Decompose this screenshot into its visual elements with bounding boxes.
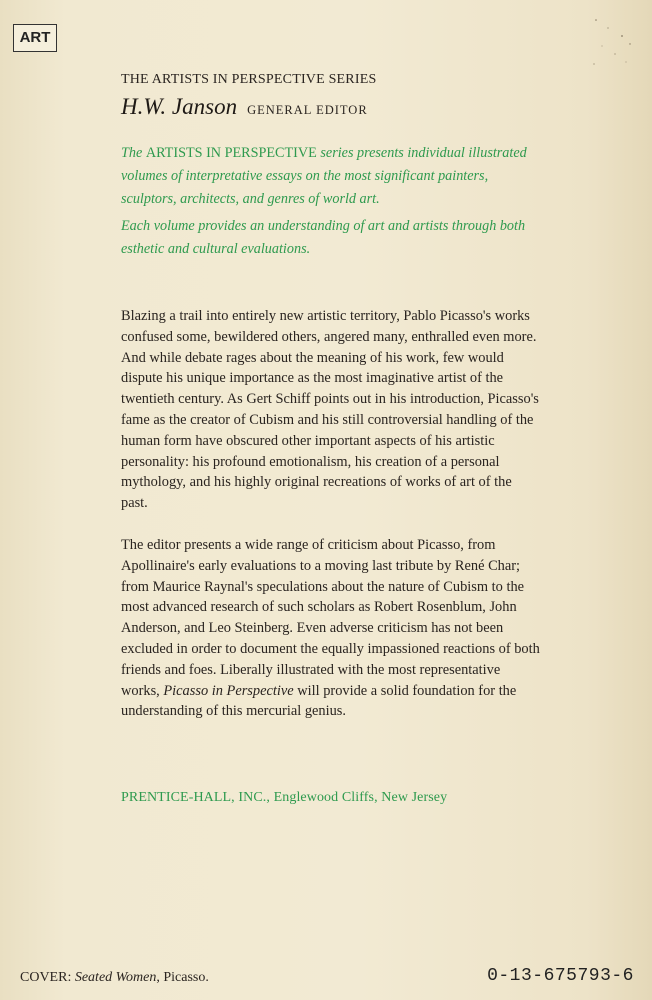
editor-role: GENERAL EDITOR [247,103,368,117]
isbn-number: 0-13-675793-6 [487,966,634,986]
series-name-inline: ARTISTS IN PERSPECTIVE [145,145,317,161]
blurb-paragraph-1: Blazing a trail into entirely new artistic territory, Pablo Picasso's works confused some, bewildered others, angered many, enthralled even more. And while debate rages about the meaning of his work, few would dispute his unique importance as the most imaginative artist of the twentieth century. As Gert Schiff points out in his introduction, Picasso's fame as the creator of Cubism and his still controversial handling of the human form have obscured other important aspects of his artistic personality: his profound emotionalism, his creation of a personal mythology, and his highly original recreations of works of art of the past. [121,308,539,512]
blurb-paragraph-2-rest: will provide a solid foundation for the understanding of this mercurial genius. [121,682,517,720]
publisher-line: PRENTICE-HALL, INC., Englewood Cliffs, New Jersey [121,790,448,805]
series-description-rest: series presents individual illustrated volumes of interpretative essays on the most significant painters, sculptors, architects, and genres of world art. [121,145,527,207]
paper-specks-decoration [588,14,638,74]
cover-credit-label: COVER: [20,970,75,985]
series-description-paragraph-1 [121,142,541,211]
cover-artwork-artist: , Picasso. [156,970,209,985]
editor-line [121,94,368,120]
cover-artwork-title: Seated Women [74,970,157,985]
editor-name: H.W. Janson [121,94,238,119]
series-title: THE ARTISTS IN PERSPECTIVE SERIES [121,72,377,87]
book-blurb [121,306,541,743]
blurb-paragraph-2 [121,535,541,722]
series-description-lead: The [121,145,146,161]
book-title-inline: Picasso in Perspective [163,682,294,699]
series-description [121,142,541,265]
category-badge: ART [13,24,57,52]
cover-credit [20,970,209,986]
blurb-paragraph-2-lead: The editor presents a wide range of criticism about Picasso, from Apollinaire's early evaluations to a moving last tribute by René Char; from Maurice Raynal's speculations about the nature of Cubism to the most advanced research of such scholars as Robert Rosenblum, John Anderson, and Leo Steinberg. Even adverse criticism has not been excluded in order to document the equally impassioned reactions of both friends and foes. Liberally illustrated with the most representative works, [121,536,540,699]
series-description-paragraph-2: Each volume provides an understanding of art and artists through both esthetic and cultural evaluations. [121,218,526,257]
